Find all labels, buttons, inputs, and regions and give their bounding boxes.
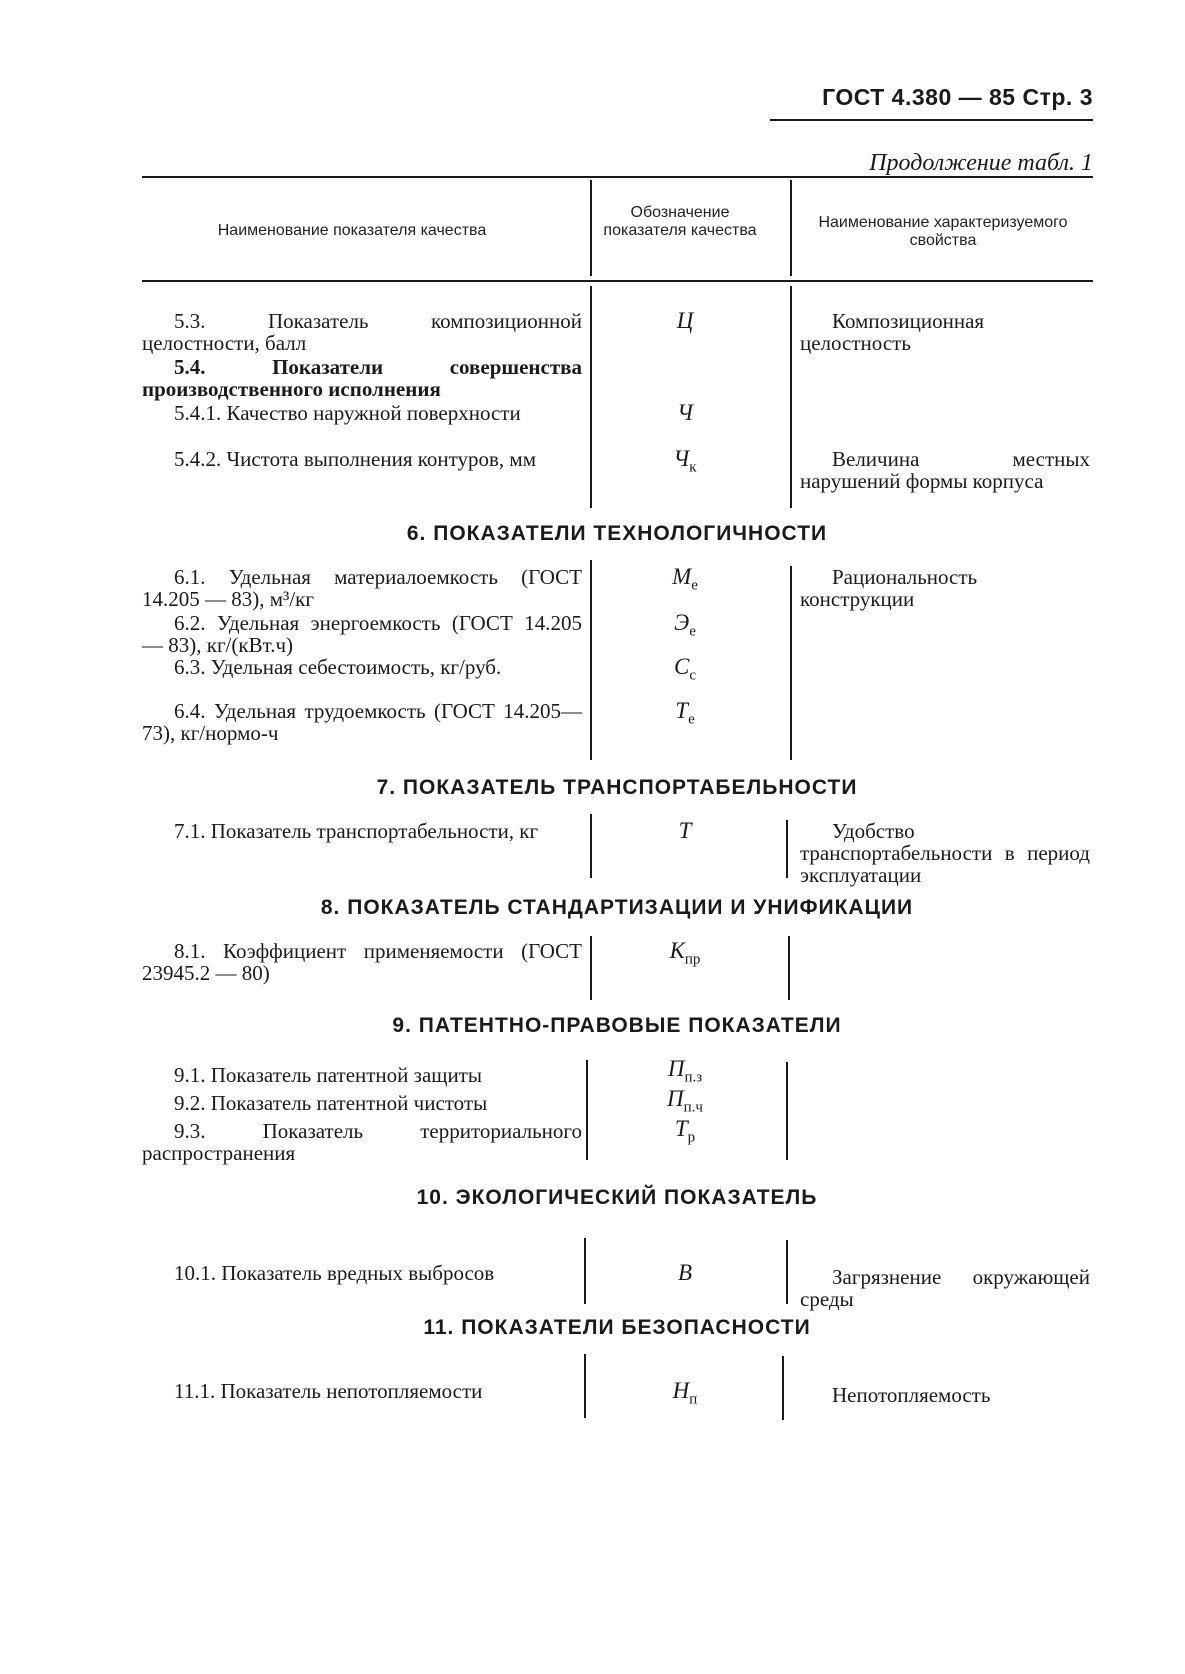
col-divider-1 [584, 1354, 586, 1418]
indicator-name: 10.1. Показатель вредных выбросов [174, 1261, 495, 1285]
indicator-symbol: $Т_р$ [674, 1116, 696, 1146]
col-divider-1 [590, 180, 592, 276]
property-name: Загрязнение окружающей среды [800, 1265, 1090, 1311]
section-title: 9. ПАТЕНТНО-ПРАВОВЫЕ ПОКАЗАТЕЛИ [392, 1014, 842, 1037]
table-top-rule [142, 176, 1093, 178]
indicator-name: 9.2. Показатель патентной чистоты [174, 1091, 488, 1115]
col-divider-2 [786, 820, 788, 878]
indicator-name: 6.3. Удельная себестоимость, кг/руб. [174, 655, 502, 679]
indicator-symbol: $К_{пр}$ [669, 938, 701, 968]
col-divider-2 [786, 1062, 788, 1160]
indicator-symbol: $П_{п.ч}$ [667, 1086, 703, 1116]
indicator-name: 6.4. Удельная трудоемкость (ГОСТ 14.205—73), кг/нормо-ч [142, 699, 582, 745]
col-divider-2 [782, 1356, 784, 1420]
col-divider-1 [586, 1060, 588, 1160]
property-name: Композиционная целостность [800, 309, 985, 355]
section-title: 11. ПОКАЗАТЕЛИ БЕЗОПАСНОСТИ [423, 1316, 811, 1339]
indicator-symbol: $С_с$ [673, 654, 696, 684]
section-title: 6. ПОКАЗАТЕЛИ ТЕХНОЛОГИЧНОСТИ [406, 522, 828, 545]
property-name: Величина местных нарушений формы корпуса [800, 447, 1090, 493]
col-divider-2 [788, 936, 790, 1000]
col-head-designation: Обозначение показателя качества [603, 204, 757, 239]
col-head-property: Наименование характеризуемого свойства [818, 214, 1068, 249]
indicator-name: 11.1. Показатель непотопляемости [174, 1379, 483, 1403]
indicator-name: 5.4.1. Качество наружной поверхности [174, 401, 521, 425]
indicator-group-name: 5.4. Показатели совершенства производственного исполнения [142, 355, 582, 401]
table-head-rule [142, 280, 1093, 282]
property-name: Рациональность конструкции [800, 565, 978, 611]
indicator-symbol: Т [678, 818, 692, 843]
indicator-name: 9.1. Показатель патентной защиты [174, 1063, 482, 1087]
indicator-symbol: $Э_е$ [674, 610, 696, 640]
section-title: 10. ЭКОЛОГИЧЕСКИЙ ПОКАЗАТЕЛЬ [416, 1186, 818, 1209]
col-divider-2 [790, 286, 792, 508]
indicator-symbol: $М_е$ [672, 564, 698, 594]
indicator-symbol: $Н_п$ [672, 1378, 698, 1408]
col-head-name: Наименование показателя качества [217, 222, 487, 239]
property-name: Непотопляемость [832, 1383, 991, 1407]
col-divider-2 [790, 566, 792, 760]
indicator-name: 7.1. Показатель транспортабельности, кг [174, 819, 539, 843]
indicator-name: 6.2. Удельная энергоемкость (ГОСТ 14.205 — 83), кг/(кВт.ч) [142, 611, 582, 657]
indicator-symbol: Ц [676, 308, 694, 333]
section-title: 8. ПОКАЗАТЕЛЬ СТАНДАРТИЗАЦИИ И УНИФИКАЦИИ [320, 896, 914, 919]
page-header: ГОСТ 4.380 — 85 Стр. 3 [770, 84, 1093, 121]
col-divider-2 [790, 180, 792, 276]
indicator-symbol: Ч [677, 400, 693, 425]
col-divider-2 [786, 1240, 788, 1304]
indicator-name: 8.1. Коэффициент применяемости (ГОСТ 23945.2 — 80) [142, 939, 582, 985]
indicator-symbol: $Ч_к$ [673, 446, 697, 476]
property-name: Удобство транспортабельности в период эксплуатации [800, 819, 1090, 887]
indicator-name: 9.3. Показатель территориального распространения [142, 1119, 582, 1165]
indicator-name: 5.4.2. Чистота выполнения контуров, мм [174, 447, 537, 471]
col-divider-1 [584, 1238, 586, 1304]
table-continuation-label: Продолжение табл. 1 [869, 150, 1093, 176]
indicator-name: 5.3. Показатель композиционной целостности, балл [142, 309, 582, 355]
indicator-name: 6.1. Удельная материалоемкость (ГОСТ 14.205 — 83), м³/кг [142, 565, 582, 611]
indicator-symbol: В [677, 1260, 693, 1285]
indicator-symbol: $Т_е$ [675, 698, 695, 728]
section-title: 7. ПОКАЗАТЕЛЬ ТРАНСПОРТАБЕЛЬНОСТИ [376, 776, 858, 799]
indicator-symbol: $П_{п.з}$ [667, 1056, 703, 1086]
